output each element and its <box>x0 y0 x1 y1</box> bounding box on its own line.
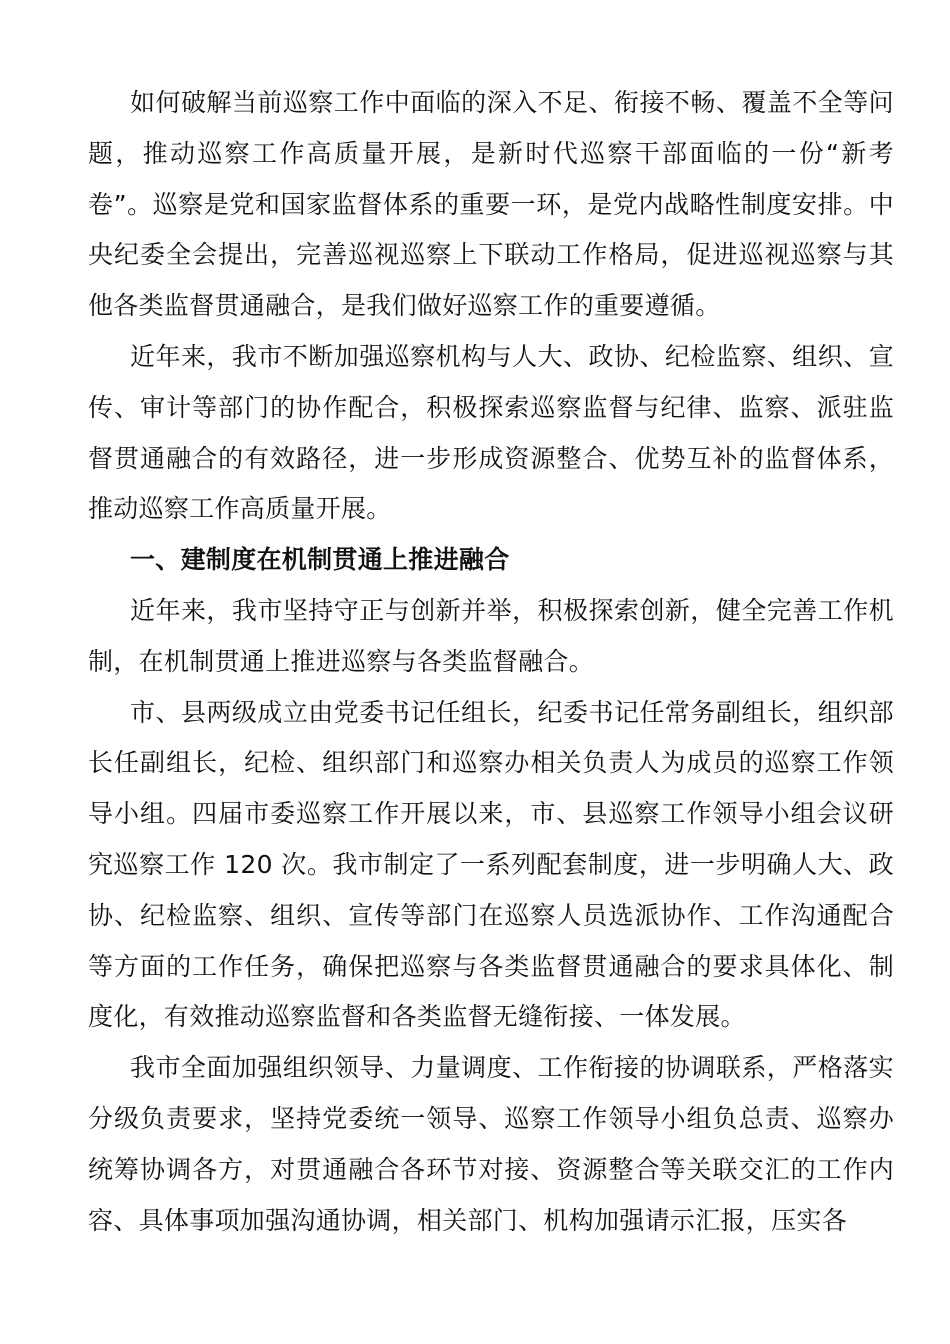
paragraph-section-1-3: 我市全面加强组织领导、力量调度、工作衔接的协调联系，严格落实分级负责要求，坚持党委统一领导、巡察工作领导小组负总责、巡察办统筹协调各方，对贯通融合各环节对接、资源整合等关联交汇的工作内容、具体事项加强沟通协调，相关部门、机构加强请示汇报，压实各 <box>88 1053 894 1235</box>
section-heading: 一、建制度在机制贯通上推进融合 <box>130 545 510 575</box>
paragraph-section-1-1: 近年来，我市坚持守正与创新并举，积极探索创新，健全完善工作机制，在机制贯通上推进巡察与各类监督融合。 <box>88 595 894 676</box>
paragraph-intro-1: 如何破解当前巡察工作中面临的深入不足、衔接不畅、覆盖不全等问题，推动巡察工作高质量开展，是新时代巡察干部面临的一份“新考卷”。巡察是党和国家监督体系的重要一环，是党内战略性制度安排。中央纪委全会提出，完善巡视巡察上下联动工作格局，促进巡视巡察与其他各类监督贯通融合，是我们做好巡察工作的重要遵循。 <box>88 88 894 321</box>
document-page <box>88 78 894 1246</box>
paragraph-section-1-2: 市、县两级成立由党委书记任组长，纪委书记任常务副组长，组织部长任副组长，纪检、组织部门和巡察办相关负责人为成员的巡察工作领导小组。四届市委巡察工作开展以来，市、县巡察工作领导小组会议研究巡察工作 120 次。我市制定了一系列配套制度，进一步明确人大、政协、纪检监察、组织、宣传等部门在巡察人员选派协作、工作沟通配合等方面的工作任务，确保把巡察与各类监督贯通融合的要求具体化、制度化，有效推动巡察监督和各类监督无缝衔接、一体发展。 <box>88 697 894 1032</box>
paragraph-intro-2: 近年来，我市不断加强巡察机构与人大、政协、纪检监察、组织、宣传、审计等部门的协作配合，积极探索巡察监督与纪律、监察、派驻监督贯通融合的有效路径，进一步形成资源整合、优势互补的监督体系，推动巡察工作高质量开展。 <box>88 341 894 524</box>
